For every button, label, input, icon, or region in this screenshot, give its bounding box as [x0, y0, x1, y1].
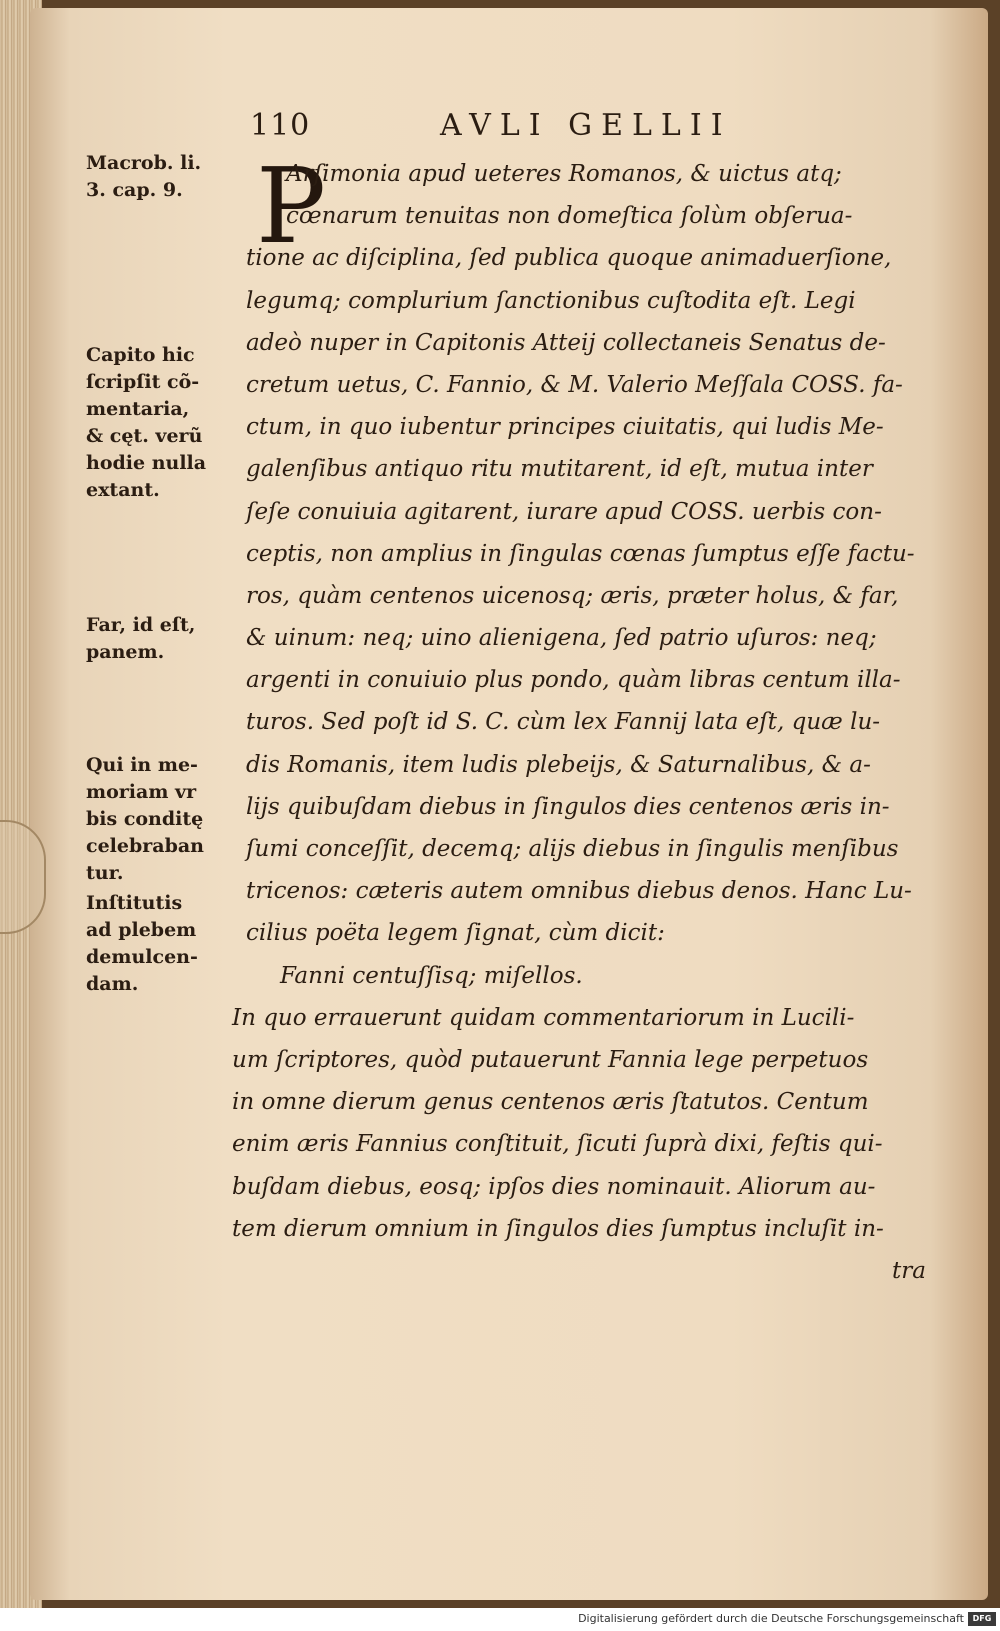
margin-note-line: Qui in me-: [86, 754, 198, 776]
text-line: tione ac diſciplina, ſed publica quoque animaduerſione,: [246, 245, 892, 272]
text-line: turos. Sed poſt id S. C. cùm lex Fannij lata eſt, quæ lu-: [246, 709, 881, 736]
text-line: & uinum: neq; uino alienigena, ſed patrio uſuros: neq;: [246, 625, 877, 652]
text-line: ſeſe conuiuia agitarent, iurare apud COSS. uerbis con-: [246, 498, 882, 525]
text-line: in omne dierum genus centenos æris ſtatutos. Centum: [232, 1089, 869, 1116]
margin-note-line: bis conditę: [86, 808, 204, 830]
text-line: lijs quibuſdam diebus in ſingulos dies centenos æris in-: [246, 793, 890, 820]
text-line: ctum, in quo iubentur principes ciuitatis, qui ludis Me-: [246, 414, 884, 441]
margin-note-line: panem.: [86, 641, 165, 663]
text-line: tem dierum omnium in ſingulos dies ſumptus incluſit in-: [232, 1215, 884, 1242]
margin-note-line: demulcen-: [86, 946, 198, 968]
text-line: cilius poëta legem ſignat, cùm dicit:: [246, 920, 665, 947]
text-line: argenti in conuiuio plus pondo, quàm libras centum illa-: [246, 667, 901, 694]
margin-note-line: hodie nulla: [86, 452, 207, 474]
margin-note-line: extant.: [86, 479, 160, 501]
margin-note: [86, 890, 246, 998]
text-line: cretum uetus, C. Fannio, & M. Valerio Meſſala COSS. fa-: [246, 371, 903, 398]
text-line: enim æris Fannius conſtituit, ſicuti ſuprà dixi, feſtis qui-: [232, 1131, 883, 1158]
margin-note: [86, 342, 246, 504]
margin-note-line: 3. cap. 9.: [86, 179, 183, 201]
text-line: ſumi conceſſit, decemq; alijs diebus in ſingulis menſibus: [246, 836, 899, 862]
margin-note-line: ad plebem: [86, 919, 197, 941]
margin-note: [86, 150, 246, 204]
margin-note-line: Capito hic: [86, 344, 195, 366]
text-line: cœnarum tenuitas non domeſtica ſolùm obſerua-: [286, 203, 853, 230]
margin-note-line: Far, id eſt,: [86, 614, 196, 636]
text-line: adeò nuper in Capitonis Atteij collectaneis Senatus de-: [246, 329, 886, 356]
page-number: 110: [250, 108, 311, 143]
footer-bar: [0, 1608, 1000, 1631]
text-line: legumq; complurium ſanctionibus cuſtodita eſt. Legi: [246, 287, 856, 314]
text-line: Fanni centuſſisq; miſellos.: [280, 962, 583, 989]
text-line: dis Romanis, item ludis plebeijs, & Saturnalibus, & a-: [246, 751, 871, 778]
margin-note-line: dam.: [86, 973, 139, 995]
text-line: buſdam diebus, eosq; ipſos dies nominauit. Aliorum au-: [232, 1173, 876, 1200]
margin-note-line: moriam vr: [86, 781, 197, 803]
text-line: tricenos: cæteris autem omnibus diebus denos. Hanc Lu-: [246, 878, 912, 905]
margin-note-line: ſcripſit cõ-: [86, 371, 200, 393]
main-text-block: [232, 145, 956, 1292]
margin-note-line: tur.: [86, 862, 124, 884]
margin-note-line: & cęt. verũ: [86, 425, 203, 447]
text-line: tra: [892, 1257, 926, 1284]
dfg-logo: DFG: [968, 1612, 996, 1626]
margin-note-line: Inſtitutis: [86, 892, 183, 914]
margin-note-line: celebraban: [86, 835, 204, 857]
text-line: um ſcriptores, quòd putauerunt Fannia lege perpetuos: [232, 1046, 869, 1073]
drop-capital: P: [256, 145, 326, 267]
margin-note-line: mentaria,: [86, 398, 190, 420]
text-line: ceptis, non amplius in ſingulas cœnas ſumptus eſſe factu-: [246, 540, 915, 567]
footer-credit: Digitalisierung gefördert durch die Deutsche Forschungsgemeinschaft: [578, 1612, 964, 1625]
text-line: galenſibus antiquo ritu mutitarent, id eſt, mutua inter: [246, 456, 873, 483]
text-line: Arſimonia apud ueteres Romanos, & uictus atq;: [286, 161, 842, 187]
running-title: AVLI GELLII: [440, 108, 732, 143]
text-line: ros, quàm centenos uicenosq; æris, præter holus, & far,: [246, 582, 899, 609]
margin-note: [86, 612, 246, 666]
margin-note: [86, 752, 246, 887]
running-head: [0, 108, 1000, 148]
text-line: In quo errauerunt quidam commentariorum in Lucili-: [232, 1004, 855, 1031]
margin-note-line: Macrob. li.: [86, 152, 202, 174]
